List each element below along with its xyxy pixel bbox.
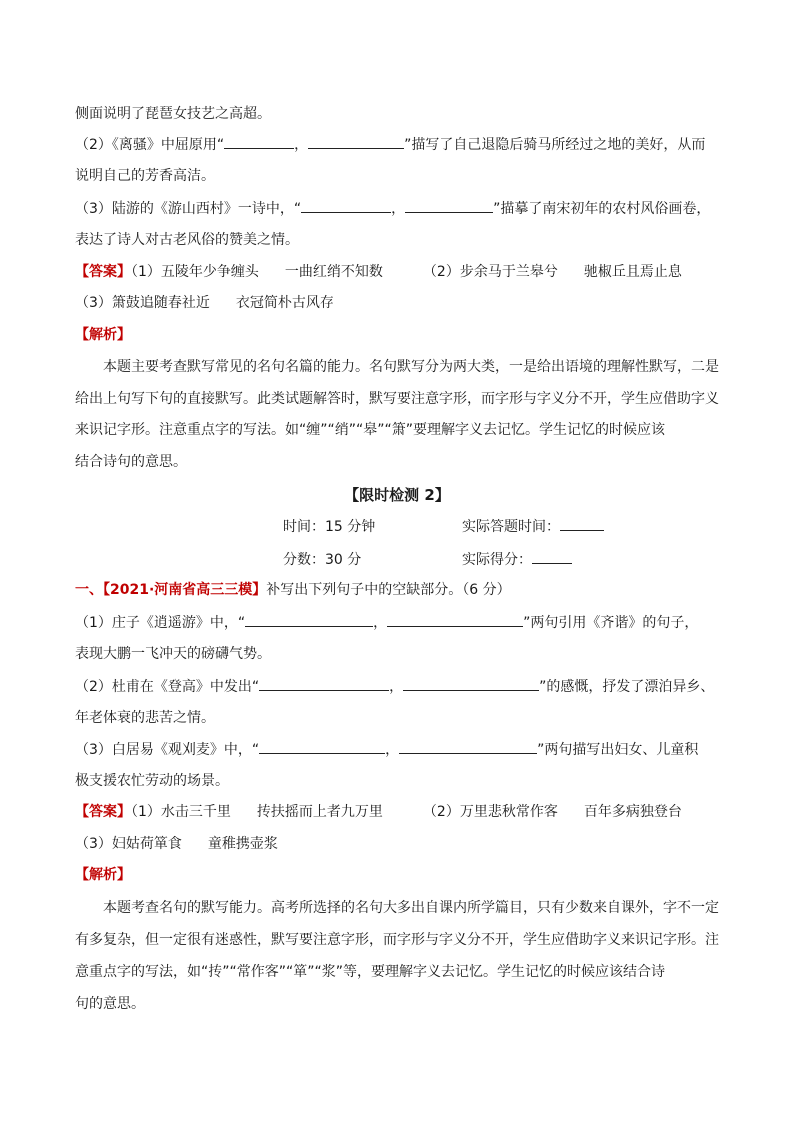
text: ”两句引用《齐谐》的句子，	[523, 615, 699, 631]
text: ，	[373, 615, 388, 631]
fill-blank	[532, 549, 572, 564]
answer-item: 驰椒丘且焉止息	[583, 264, 682, 280]
text: 表现大鹏一飞冲天的磅礴气势。	[75, 646, 271, 662]
fill-blank	[560, 516, 604, 531]
analysis-1-p2	[75, 389, 719, 409]
text: ”的感慨，抒发了漂泊异乡、	[539, 679, 715, 695]
question-1-cont	[75, 644, 271, 664]
text: 实际答题时间：	[462, 519, 560, 535]
section-title: 【限时检测 2】	[344, 486, 450, 504]
text: （2）杜甫在《登高》中发出“	[75, 679, 260, 695]
text: ，	[391, 201, 406, 217]
answer-item: 百年多病独登台	[583, 804, 682, 820]
text: 极支援农忙劳动的场景。	[75, 773, 229, 789]
text: 句的意思。	[75, 996, 145, 1012]
text: 有多复杂，但一定很有迷惑性，默写要注意字形，而字形与字义分不开，学生应借助字义来识记字形。注	[75, 932, 719, 948]
actual-time	[462, 516, 604, 536]
text: 结合诗句的意思。	[75, 454, 187, 470]
text: ”描写了自己退隐后骑马所经过之地的美好，从而	[404, 137, 706, 153]
answer-block-1	[75, 262, 682, 282]
analysis-label-1	[75, 325, 131, 345]
text: 补写出下列句子中的空缺部分。（6 分）	[266, 582, 511, 598]
intro-q2-cont	[75, 166, 215, 186]
time-label	[283, 516, 375, 536]
fill-blank	[259, 739, 385, 754]
analysis-2-p1	[103, 898, 719, 918]
text: ，	[294, 137, 309, 153]
analysis-2-p4	[75, 994, 145, 1014]
answer-item: （2）步余马于兰皋兮	[422, 264, 558, 280]
question-3-cont	[75, 771, 229, 791]
analysis-label: 【解析】	[75, 867, 131, 883]
text: 分数：30 分	[283, 552, 362, 568]
analysis-2-p2	[75, 930, 719, 950]
text: （1）庄子《逍遥游》中，“	[75, 615, 246, 631]
analysis-1-p3	[75, 420, 665, 440]
fill-blank	[308, 134, 404, 149]
answer-label: 【答案】	[75, 804, 131, 820]
text: 侧面说明了琵琶女技艺之高超。	[75, 106, 271, 122]
intro-q2	[75, 134, 705, 155]
analysis-label-2	[75, 865, 131, 885]
fill-blank	[387, 612, 523, 627]
answer-item: （1）五陵年少争缠头	[131, 264, 259, 280]
question-2-cont	[75, 708, 215, 728]
question-3	[75, 739, 698, 760]
answer-item: 衣冠简朴古风存	[235, 295, 334, 311]
text: 说明自己的芳香高洁。	[75, 168, 215, 184]
fill-blank	[259, 676, 389, 691]
answer-item: 童稚携壶浆	[207, 836, 278, 852]
answer-item: （3）箫鼓追随春社近	[75, 295, 210, 311]
text: 实际得分：	[462, 552, 532, 568]
answer-item: （3）妇姑荷箪食	[75, 836, 182, 852]
fill-blank	[245, 612, 373, 627]
analysis-2-p3	[75, 962, 665, 982]
text: ，	[389, 679, 404, 695]
text: ”描摹了南宋初年的农村风俗画卷，	[493, 201, 711, 217]
question-source: 【2021·河南省高三三模】	[103, 582, 267, 598]
text: 意重点字的写法，如“抟”“常作客”“箪”“浆”等，要理解字义去记忆。学生记忆的时候应该结合诗	[75, 964, 666, 980]
analysis-1-p4	[75, 452, 187, 472]
intro-q3	[75, 198, 710, 219]
text: 本题主要考查默写常见的名句名篇的能力。名句默写分为两大类，一是给出语境的理解性默写，二是	[103, 359, 719, 375]
text: （3）陆游的《游山西村》一诗中，“	[75, 201, 302, 217]
fill-blank	[224, 134, 294, 149]
fill-blank	[403, 676, 539, 691]
question-stem	[75, 580, 511, 600]
text: 来识记字形。注意重点字的写法。如“缠”“绡”“皋”“箫”要理解字义去记忆。学生记忆的时候应该	[75, 422, 666, 438]
text: 给出上句写下句的直接默写。此类试题解答时，默写要注意字形，而字形与字义分不开，学生应借助字义	[75, 391, 719, 407]
fill-blank	[301, 198, 391, 213]
text: （3）白居易《观刈麦》中，“	[75, 742, 260, 758]
answer-item: 抟扶摇而上者九万里	[256, 804, 383, 820]
actual-score	[462, 549, 572, 569]
question-2	[75, 676, 714, 697]
text: （2）《离骚》中屈原用“	[75, 137, 225, 153]
answer-item: 一曲红绡不知数	[284, 264, 383, 280]
answer-item: （2）万里悲秋常作客	[422, 804, 558, 820]
answer-label: 【答案】	[75, 264, 131, 280]
analysis-label: 【解析】	[75, 327, 131, 343]
fill-blank	[405, 198, 493, 213]
text: 本题考查名句的默写能力。高考所选择的名句大多出自课内所学篇目，只有少数来自课外，字不一定	[103, 900, 719, 916]
intro-q3-cont	[75, 230, 299, 250]
answer-block-2	[75, 802, 682, 822]
fill-blank	[399, 739, 537, 754]
text: 时间：15 分钟	[283, 519, 376, 535]
text: 年老体衰的悲苦之情。	[75, 710, 215, 726]
answer-block-1-cont	[75, 293, 334, 313]
analysis-1-p1	[103, 357, 719, 377]
text: ”两句描写出妇女、儿童积	[537, 742, 699, 758]
question-1	[75, 612, 698, 633]
answer-block-2-cont	[75, 834, 278, 854]
intro-line-0	[75, 104, 271, 124]
score-label	[283, 549, 361, 569]
text: ，	[385, 742, 400, 758]
answer-item: （1）水击三千里	[131, 804, 231, 820]
question-number: 一、	[75, 582, 103, 598]
text: 表达了诗人对古老风俗的赞美之情。	[75, 232, 299, 248]
